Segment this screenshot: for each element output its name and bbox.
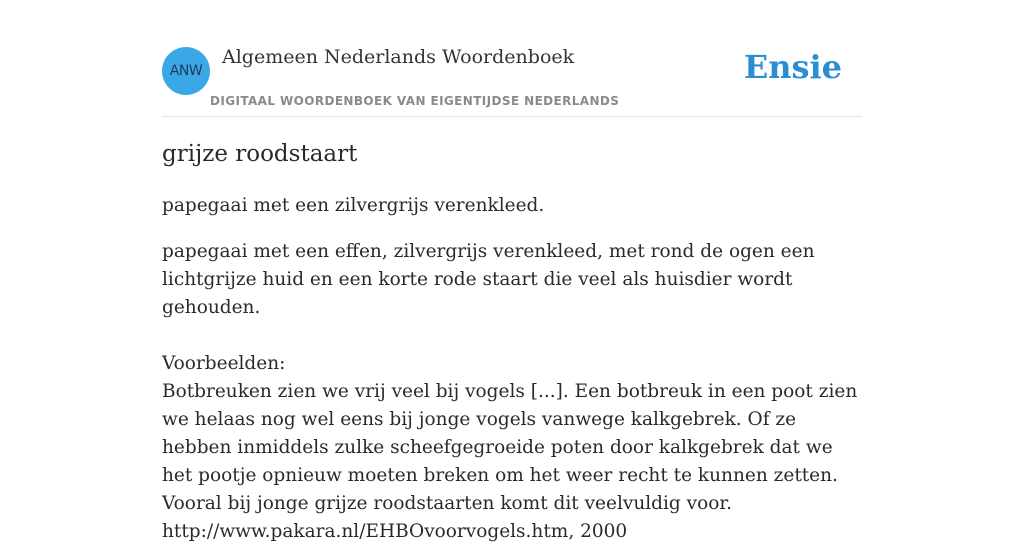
site-header: [162, 42, 862, 117]
entry-content: [162, 138, 862, 546]
entry-title: grijze roodstaart: [162, 141, 358, 167]
site-title[interactable]: Algemeen Nederlands Woordenboek: [222, 46, 575, 68]
site-subtitle: DIGITAAL WOORDENBOEK VAN EIGENTIJDSE NEDERLANDS: [210, 94, 620, 108]
example-quote: Botbreuken zien we vrij veel bij vogels [...]. Een botbreuk in een poot zien we helaas nog wel eens bij jonge vogels vanwege kalkgebrek. Of ze hebben inmiddels zulke scheefgegroeide poten door kalkgebrek dat we het pootje opnieuw moeten breken om het weer recht te kunnen zetten. Vooral bij jonge grijze roodstaarten komt dit veelvuldig voor.: [162, 381, 858, 514]
short-definition: papegaai met een zilvergrijs verenkleed.: [162, 195, 545, 216]
spacer: [162, 322, 862, 350]
examples-label: Voorbeelden:: [162, 353, 286, 374]
example-source: http://www.pakara.nl/EHBOvoorvogels.htm, 2000: [162, 521, 628, 542]
long-definition: papegaai met een effen, zilvergrijs verenkleed, met rond de ogen een lichtgrijze huid en een korte rode staart die veel als huisdier wordt gehouden.: [162, 241, 815, 318]
anw-logo[interactable]: ANW: [162, 47, 210, 95]
ensie-brand-logo[interactable]: Ensie: [743, 48, 842, 86]
